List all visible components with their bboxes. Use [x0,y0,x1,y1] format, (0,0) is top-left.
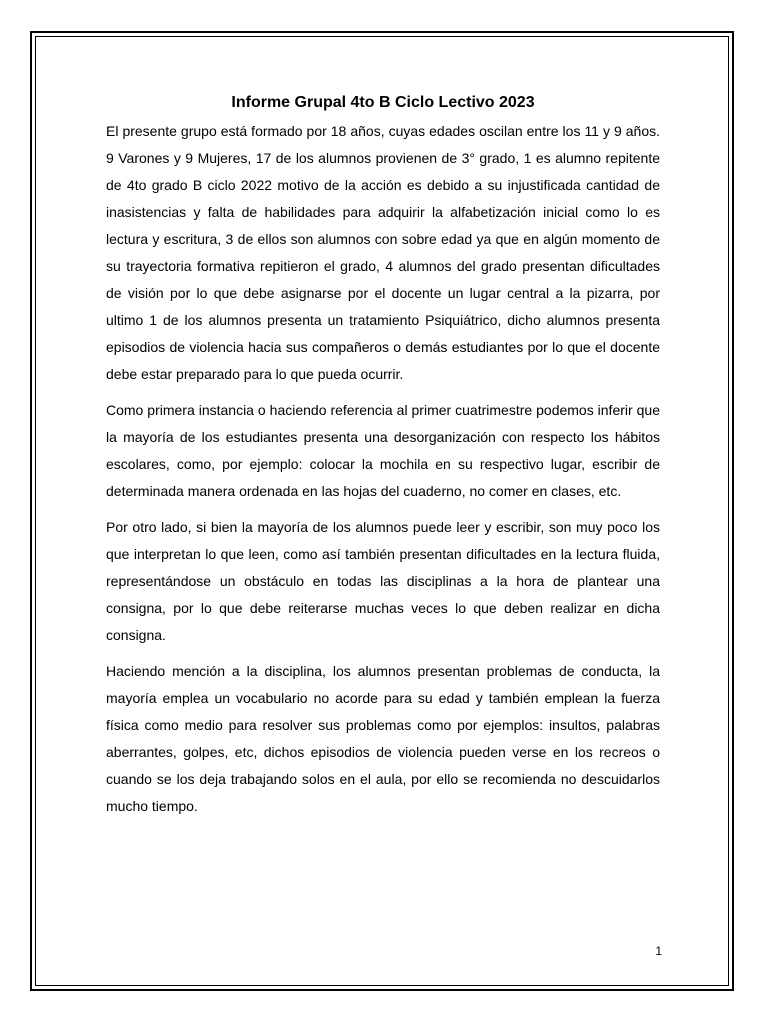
document-body [106,118,660,829]
document-title: Informe Grupal 4to B Ciclo Lectivo 2023 [231,94,535,111]
paragraph-discipline: Haciendo mención a la disciplina, los alumnos presentan problemas de conducta, la mayoría emplea un vocabulario no acorde para su edad y también emplean la fuerza física como medio para resolver sus problemas como por ejemplos: insultos, palabras aberrantes, golpes, etc, dichos episodios de violencia pueden verse en los recreos o cuando se los deja trabajando solos en el aula, por ello se recomienda no descuidarlos mucho tiempo. [106,663,660,814]
page-number: 1 [655,944,662,958]
paragraph-group-composition: El presente grupo está formado por 18 años, cuyas edades oscilan entre los 11 y 9 años. 9 Varones y 9 Mujeres, 17 de los alumnos provienen de 3° grado, 1 es alumno repitente de 4to grado B ciclo 2022 motivo de la acción es debido a su injustificada cantidad de inasistencias y falta de habilidades para adquirir la alfabetización inicial como lo es lectura y escritura, 3 de ellos son alumnos con sobre edad ya que en algún momento de su trayectoria formativa repitieron el grado, 4 alumnos del grado presentan dificultades de visión por lo que debe asignarse por el docente un lugar central a la pizarra, por ultimo 1 de los alumnos presenta un tratamiento Psiquiátrico, dicho alumnos presenta episodios de violencia hacia sus compañeros o demás estudiantes por lo que el docente debe estar preparado para lo que pueda ocurrir. [106,123,660,382]
paragraph-school-habits: Como primera instancia o haciendo referencia al primer cuatrimestre podemos inferir que la mayoría de los estudiantes presenta una desorganización con respecto los hábitos escolares, como, por ejemplo: colocar la mochila en su respectivo lugar, escribir de determinada manera ordenada en las hojas del cuaderno, no comer en clases, etc. [106,402,660,499]
paragraph-reading-comprehension: Por otro lado, si bien la mayoría de los alumnos puede leer y escribir, son muy poco los que interpretan lo que leen, como así también presentan dificultades en la lectura fluida, representándose un obstáculo en todas las disciplinas a la hora de plantear una consigna, por lo que debe reiterarse muchas veces lo que deben realizar en dicha consigna. [106,519,660,643]
